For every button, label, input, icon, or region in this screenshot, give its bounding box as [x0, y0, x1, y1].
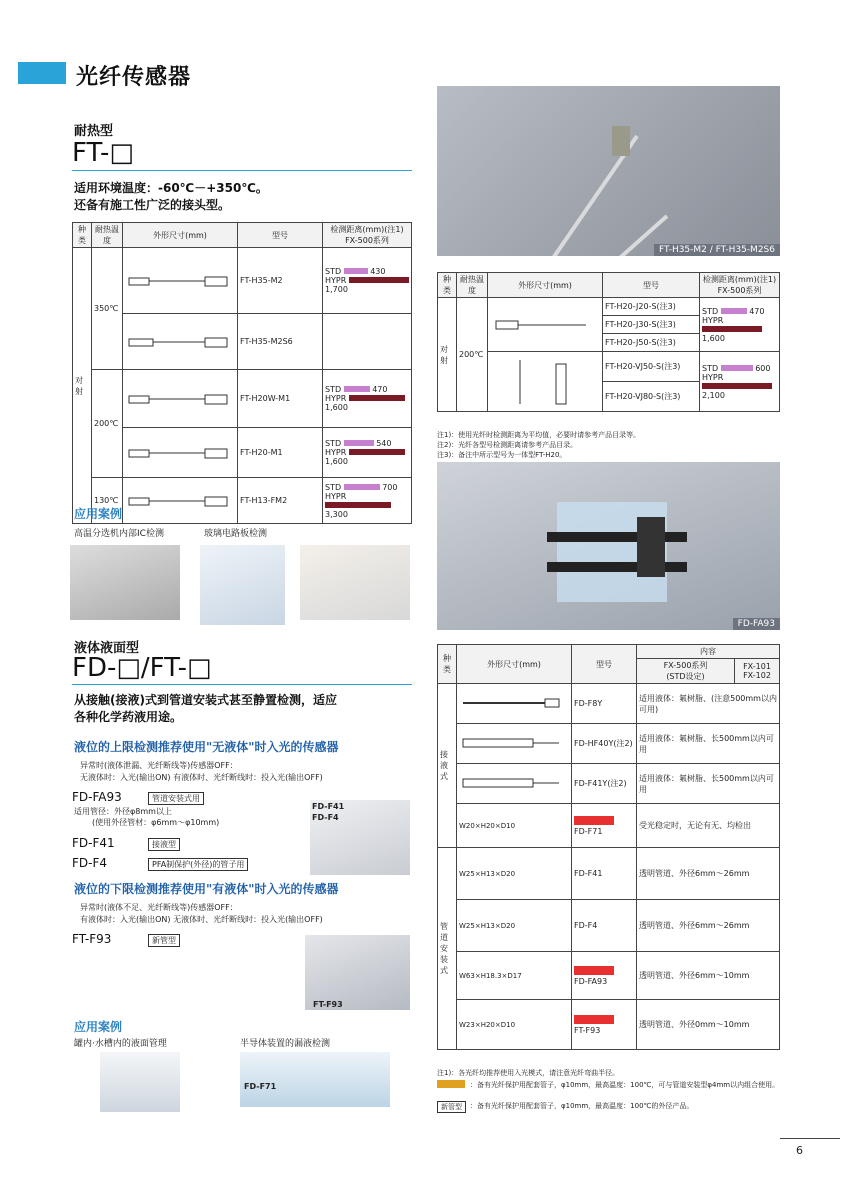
img-label-f4: FD-F4	[312, 813, 339, 822]
outline-0	[123, 248, 238, 314]
outline-1	[123, 314, 238, 370]
lt-model-1: FD-HF40Y(注2)	[572, 724, 637, 764]
sid-val-0: 430	[370, 267, 386, 276]
heat2-note-3: 注3)：备注中所示型号为一体型FT-H20。	[437, 451, 567, 459]
fa93-note-1: 适用管径：外径φ8mm以上	[74, 807, 172, 816]
lt-desc-7: 透明管道、外径0mm～10mm	[637, 1000, 780, 1050]
heat-rule	[72, 170, 412, 171]
range-3	[323, 428, 412, 478]
apps1-title: 应用案例	[74, 507, 123, 521]
ft-f93-image	[305, 935, 410, 1010]
photo-fd-fa93	[437, 462, 780, 630]
kind2-cell: 对射	[438, 298, 457, 412]
apps2-b: 半导体装置的漏液检测	[240, 1039, 331, 1049]
sid-bar-3	[344, 440, 374, 446]
lt-outline-1	[457, 724, 572, 764]
hyp-val-0: 1,700	[325, 285, 348, 294]
range-4	[323, 478, 412, 524]
lt-group-pipe: 管道安装式	[438, 848, 457, 1050]
upper-note-1: 异常时(液体泄漏、光纤断线等)传感器OFF：	[80, 761, 238, 770]
std2-label-b: STD	[702, 363, 719, 373]
sid2-bar-a	[721, 308, 747, 314]
fa93-illustration	[437, 462, 780, 630]
lt-model-6	[572, 952, 637, 1000]
model-1: FT-H35-M2S6	[238, 314, 323, 370]
item-fd-f4-tag: PFA制保护(外径)的管子用	[148, 858, 248, 871]
hyp-label-4: HYPR	[325, 491, 347, 501]
lt-outline-5	[457, 900, 572, 952]
th-range	[323, 223, 412, 248]
outline-4	[123, 478, 238, 524]
lt-model-0: FD-F8Y	[572, 684, 637, 724]
liquid-lead-1: 从接触(接液)式到管道安装式甚至静置检测，适应	[74, 693, 337, 707]
heat-lead-2: 还备有施工性广泛的接头型。	[74, 198, 231, 212]
hyp2-bar-a	[702, 326, 762, 332]
heat-table	[72, 222, 412, 524]
fiber-probes-illustration	[437, 86, 780, 256]
item-fd-f41: FD-F41	[72, 836, 115, 850]
hyp2-val-b: 2,100	[702, 390, 725, 400]
th2-outline: 外形尺寸(mm)	[488, 273, 603, 298]
th2-series: FX-500系列	[717, 286, 762, 295]
sid2-val-b: 600	[755, 363, 771, 373]
lt-th-std: (STD设定)	[666, 672, 705, 681]
sid-val-3: 540	[376, 439, 392, 448]
outline-2	[123, 370, 238, 428]
item-fd-fa93: FD-FA93	[72, 790, 122, 804]
item-fd-f4: FD-F4	[72, 856, 108, 870]
th2-range-label: 检测距离(mm)(注1)	[702, 275, 777, 284]
sid2-val-a: 470	[749, 306, 765, 316]
lt-desc-1: 适用液体：氟树脂、长500mm以内可用	[637, 724, 780, 764]
model2-0: FT-H20-J20-S(注3)	[603, 298, 700, 316]
lt-note-3: ：备有光纤保护用配套管子，φ10mm，最高温度：100℃的外径产品。	[470, 1102, 694, 1110]
lt-outline-4	[457, 848, 572, 900]
th2-model: 型号	[603, 273, 700, 298]
apps2-title: 应用案例	[74, 1020, 123, 1034]
lt-th-fx500-label: FX-500系列	[663, 661, 708, 670]
hyp2-label-b: HYPR	[702, 372, 724, 382]
hyp-label-2: HYPR	[325, 394, 347, 403]
photo-caption-2: FD-FA93	[733, 618, 780, 630]
img-label-f41: FD-F41	[312, 802, 345, 811]
page-number: 6	[796, 1144, 803, 1157]
hyp-label-3: HYPR	[325, 448, 347, 457]
std-label-3: STD	[325, 439, 342, 448]
new-badge-2	[574, 1015, 614, 1024]
lt-model-5: FD-F4	[572, 900, 637, 952]
lt-dim-0: W20×H20×D10	[459, 821, 516, 830]
lt-desc-6: 透明管道、外径6mm～10mm	[637, 952, 780, 1000]
hyp-val-4: 3,300	[325, 509, 348, 519]
page-title: 光纤传感器	[76, 65, 192, 90]
liquid-table	[437, 644, 780, 1050]
header-accent-bar	[18, 62, 66, 84]
range-1	[323, 314, 412, 370]
lt-outline-2	[457, 764, 572, 804]
lt-outline-0	[457, 684, 572, 724]
model-0: FT-H35-M2	[238, 248, 323, 314]
th-type: 种类	[73, 223, 92, 248]
heat-table-2	[437, 272, 780, 412]
heat-lead-1: 适用环境温度：-60℃－+350℃。	[74, 181, 268, 195]
lt-model-3	[572, 804, 637, 848]
lt-th-outline: 外形尺寸(mm)	[457, 645, 572, 684]
fd-f41-image	[310, 800, 410, 875]
sid2-bar-b	[721, 365, 753, 371]
hyp-bar-4	[325, 502, 391, 508]
lt-model-4: FD-F41	[572, 848, 637, 900]
std-label-2: STD	[325, 385, 342, 394]
th-model: 型号	[238, 223, 323, 248]
sid-bar-2	[344, 386, 370, 392]
outline2-a	[488, 298, 603, 352]
heat-subtitle: 耐热型	[74, 124, 114, 139]
th-temp: 耐热温度	[92, 223, 123, 248]
lt-dim-2: W25×H13×D20	[459, 921, 516, 930]
lt-th-type: 种类	[438, 645, 457, 684]
lt-model-6-label: FD-FA93	[574, 976, 608, 986]
lt-note-1: 注1)：各光纤均推荐使用入光模式，请注意光纤弯曲半径。	[437, 1069, 620, 1077]
model-4: FT-H13-FM2	[238, 478, 323, 524]
lt-dim-4: W23×H20×D10	[459, 1020, 516, 1029]
sid-bar-4	[344, 484, 380, 490]
new-badge-0	[574, 816, 614, 825]
lt-th-fx101-label: FX-101	[743, 662, 771, 671]
lt-dim-3: W63×H18.3×D17	[459, 971, 522, 980]
th2-range	[700, 273, 780, 298]
kind-cell: 对射	[73, 248, 92, 524]
heat-model: FT-□	[72, 138, 134, 168]
lower-note-2: 有液体时：入光(输出ON) 无液体时、光纤断线时：投入光(输出OFF)	[80, 915, 323, 924]
apps2-image-a	[100, 1052, 180, 1112]
apps1-b: 玻璃电路板检测	[204, 529, 268, 539]
item-fd-fa93-tag: 管道安装式用	[148, 792, 204, 805]
range2-b	[700, 352, 780, 412]
lt-desc-3: 受光稳定时，无论有无、均检出	[637, 804, 780, 848]
apps2-a: 罐内·水槽内的液面管理	[74, 1039, 167, 1049]
liquid-model: FD-□/FT-□	[72, 653, 212, 683]
lt-model-3-label: FD-F71	[574, 826, 603, 836]
lt-th-content: 内容	[637, 645, 780, 659]
lower-detect-line: 液位的下限检测推荐使用"有液体"时入光的传感器	[74, 882, 339, 896]
lt-outline-6	[457, 952, 572, 1000]
photo-ft-h35	[437, 86, 780, 256]
model2-4: FT-H20-VJ80-S(注3)	[603, 382, 700, 412]
lt-desc-2: 适用液体：氟树脂、长500mm以内可用	[637, 764, 780, 804]
temp-cell-2: 200℃	[92, 370, 123, 478]
lower-note-1: 异常时(液体不足、光纤断线等)传感器OFF：	[80, 903, 238, 912]
hyp-val-3: 1,600	[325, 457, 348, 466]
lt-outline-7	[457, 1000, 572, 1050]
lt-th-fx500	[637, 659, 735, 684]
sid-val-2: 470	[372, 385, 388, 394]
temp-cell-0: 350℃	[92, 248, 123, 370]
model-3: FT-H20-M1	[238, 428, 323, 478]
hyp2-bar-b	[702, 383, 772, 389]
lt-note-2: ：备有光纤保护用配套管子，φ10mm，最高温度：100℃，可与管道安装型φ4mm以内组合使用。	[470, 1081, 780, 1089]
th2-temp: 耐热温度	[457, 273, 488, 298]
lt-desc-4: 透明管道、外径6mm～26mm	[637, 848, 780, 900]
outline-3	[123, 428, 238, 478]
lt-note-badge-new	[437, 1080, 465, 1088]
lt-model-7	[572, 1000, 637, 1050]
lt-model-7-label: FT-F93	[574, 1025, 601, 1035]
model2-1: FT-H20-J30-S(注3)	[603, 316, 700, 334]
th-range-label: 检测距离(mm)(注1)	[330, 225, 404, 234]
range2-a	[700, 298, 780, 352]
sid-bar-0	[344, 268, 368, 274]
th-series: FX-500系列	[345, 236, 389, 245]
lt-note-badge-ex: 新管型	[437, 1101, 466, 1113]
new-badge-1	[574, 966, 614, 975]
hyp-label-0: HYPR	[325, 276, 347, 285]
apps2-image-b	[240, 1052, 390, 1107]
model2-2: FT-H20-J50-S(注3)	[603, 334, 700, 352]
std-label-4: STD	[325, 482, 342, 492]
img-label-ft-f93: FT-F93	[313, 1000, 343, 1009]
th2-type: 种类	[438, 273, 457, 298]
apps1-a: 高温分选机内部IC检测	[74, 529, 164, 539]
range-0	[323, 248, 412, 314]
sid-val-4: 700	[382, 482, 398, 492]
lt-outline-3	[457, 804, 572, 848]
heat2-note-2: 注2)：光纤各型号检测距离请参考产品目录。	[437, 441, 578, 449]
apps1-image-a	[70, 545, 180, 620]
range-2	[323, 370, 412, 428]
std-label-0: STD	[325, 267, 342, 276]
outline2-b	[488, 352, 603, 412]
hyp-val-2: 1,600	[325, 403, 348, 412]
apps1-image-c	[300, 545, 410, 620]
apps1-image-b	[200, 545, 285, 625]
page-number-rule	[780, 1138, 840, 1139]
lt-model-2: FD-F41Y(注2)	[572, 764, 637, 804]
temp-cell-4: 130℃	[92, 478, 123, 524]
heat2-note-1: 注1)：使用光纤时检测距离为平均值，必要时请参考产品目录等。	[437, 431, 641, 439]
item-ft-f93: FT-F93	[72, 932, 112, 946]
hyp2-val-a: 1,600	[702, 333, 725, 343]
model-2: FT-H20W-M1	[238, 370, 323, 428]
th-outline: 外形尺寸(mm)	[123, 223, 238, 248]
item-ft-f93-tag: 新管型	[148, 934, 180, 947]
temp2-cell: 200℃	[457, 298, 488, 412]
fa93-note-2: (使用外径管材：φ6mm～φ10mm)	[92, 818, 220, 827]
lt-desc-5: 透明管道、外径6mm～26mm	[637, 900, 780, 952]
lt-desc-0: 适用液体：氟树脂、(注意500mm以内可用)	[637, 684, 780, 724]
liquid-lead-2: 各种化学药液用途。	[74, 710, 183, 724]
std2-label-a: STD	[702, 306, 719, 316]
lt-th-fx102: FX-102	[743, 671, 771, 680]
lt-group-contact: 接液式	[438, 684, 457, 848]
hyp-bar-0	[349, 277, 409, 283]
hyp-bar-3	[349, 449, 405, 455]
apps2-img-label: FD-F71	[244, 1082, 277, 1091]
photo-caption-1: FT-H35-M2 / FT-H35-M2S6	[654, 244, 780, 256]
liquid-subtitle: 液体液面型	[74, 641, 140, 656]
hyp-bar-2	[349, 395, 405, 401]
model2-3: FT-H20-VJ50-S(注3)	[603, 352, 700, 382]
upper-detect-line: 液位的上限检测推荐使用"无液体"时入光的传感器	[74, 740, 339, 754]
upper-note-2: 无液体时：入光(输出ON) 有液体时、光纤断线时：投入光(输出OFF)	[80, 773, 323, 782]
lt-th-model: 型号	[572, 645, 637, 684]
item-fd-f41-tag: 接液型	[148, 838, 180, 851]
lt-dim-1: W25×H13×D20	[459, 869, 516, 878]
hyp2-label-a: HYPR	[702, 315, 724, 325]
lt-th-fx101	[735, 659, 780, 684]
liquid-rule	[72, 684, 412, 685]
